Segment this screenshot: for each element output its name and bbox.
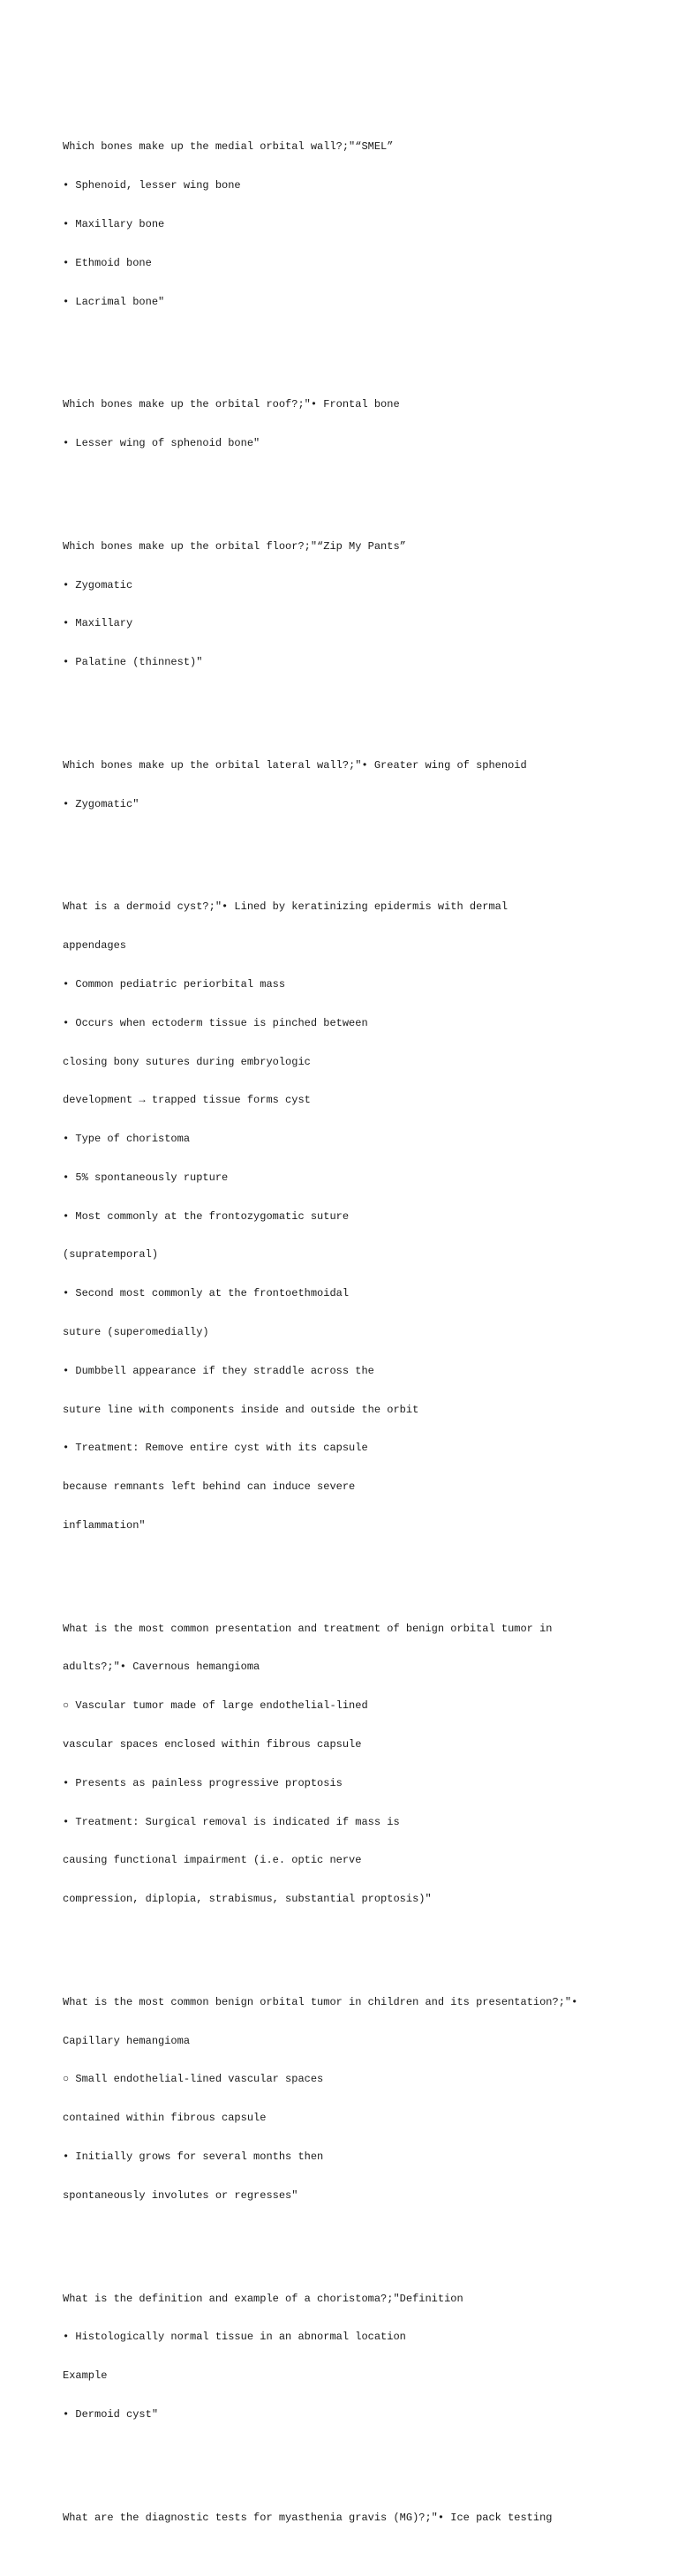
text-line: • Dermoid cyst": [63, 2407, 159, 2421]
text-line: suture (superomedially): [63, 1326, 209, 1338]
text-line: • Treatment: Remove entire cyst with its capsule: [63, 1442, 368, 1455]
text-line: • Initially grows for several months then: [63, 2150, 324, 2163]
text-line: • Second most commonly at the frontoethmoidal: [63, 1287, 350, 1300]
text-line: • Zygomatic": [63, 797, 139, 810]
flashcard-child-orbital-tumor: [63, 1970, 663, 2228]
text-line: • Treatment: Surgical removal is indicated if mass is: [63, 1815, 400, 1828]
text-line: What is a dermoid cyst?;"• Lined by keratinizing epidermis with dermal: [63, 900, 508, 914]
text-line: What is the definition and example of a choristoma?;"Definition: [63, 2292, 463, 2305]
text-line: • Zygomatic: [63, 578, 133, 591]
text-line: • Maxillary: [63, 617, 133, 630]
text-line: • Common pediatric periorbital mass: [63, 977, 286, 990]
flashcard-dermoid-cyst: [63, 875, 663, 1557]
flashcard-orbital-roof: [63, 373, 663, 476]
flashcard-medial-orbital-wall: [63, 115, 663, 334]
text-line: contained within fibrous capsule: [63, 2112, 267, 2125]
text-line: Which bones make up the orbital lateral wall?;"• Greater wing of sphenoid: [63, 758, 527, 772]
text-line: compression, diplopia, strabismus, substantial proptosis)": [63, 1893, 432, 1906]
text-line: • Lacrimal bone": [63, 295, 165, 308]
text-line: • Histologically normal tissue in an abnormal location: [63, 2331, 406, 2344]
text-line: (supratemporal): [63, 1248, 159, 1262]
text-line: • Type of choristoma: [63, 1133, 191, 1146]
text-line: What are the diagnostic tests for myasthenia gravis (MG)?;"• Ice pack testing: [63, 2511, 553, 2524]
text-line: • Palatine (thinnest)": [63, 656, 203, 669]
text-line: Capillary hemangioma: [63, 2034, 191, 2047]
text-line: • Most commonly at the frontozygomatic suture: [63, 1209, 350, 1223]
text-line: Which bones make up the orbital roof?;"• Frontal bone: [63, 398, 400, 411]
flashcard-orbital-floor: [63, 515, 663, 695]
text-line: • Ethmoid bone: [63, 256, 152, 269]
text-line: What is the most common presentation and treatment of benign orbital tumor in: [63, 1622, 553, 1635]
text-line: causing functional impairment (i.e. optic nerve: [63, 1854, 362, 1867]
text-line: suture line with components inside and outside the orbit: [63, 1403, 419, 1416]
text-line: • Lesser wing of sphenoid bone": [63, 437, 260, 450]
text-line: ○ Vascular tumor made of large endothelial-lined: [63, 1699, 368, 1713]
document-page: [63, 89, 663, 2576]
text-line: because remnants left behind can induce severe: [63, 1480, 356, 1494]
text-line: spontaneously involutes or regresses": [63, 2188, 298, 2202]
text-line: Which bones make up the medial orbital wall?;"“SMEL”: [63, 140, 394, 154]
text-line: • Dumbbell appearance if they straddle across the: [63, 1364, 374, 1377]
text-line: closing bony sutures during embryologic: [63, 1055, 311, 1068]
flashcard-orbital-lateral-wall: [63, 734, 663, 837]
text-line: • 5% spontaneously rupture: [63, 1171, 229, 1184]
text-line: appendages: [63, 939, 127, 953]
text-line: • Maxillary bone: [63, 217, 165, 230]
text-line: What is the most common benign orbital tumor in children and its presentation?;"•: [63, 1995, 578, 2008]
text-line: • Occurs when ectoderm tissue is pinched between: [63, 1016, 368, 1029]
text-line: Which bones make up the orbital floor?;"“Zip My Pants”: [63, 539, 406, 553]
text-line: inflammation": [63, 1518, 146, 1532]
text-line: • Sphenoid, lesser wing bone: [63, 179, 241, 192]
text-line: development → trapped tissue forms cyst: [63, 1094, 311, 1107]
text-line: ○ Small endothelial-lined vascular spaces: [63, 2073, 324, 2086]
flashcard-choristoma: [63, 2266, 663, 2446]
flashcard-myasthenia-gravis: [63, 2485, 663, 2550]
text-line: • Presents as painless progressive proptosis: [63, 1776, 343, 1789]
text-line: vascular spaces enclosed within fibrous capsule: [63, 1738, 362, 1751]
text-line: Example: [63, 2369, 108, 2383]
flashcard-adult-orbital-tumor: [63, 1596, 663, 1931]
text-line: adults?;"• Cavernous hemangioma: [63, 1661, 260, 1674]
